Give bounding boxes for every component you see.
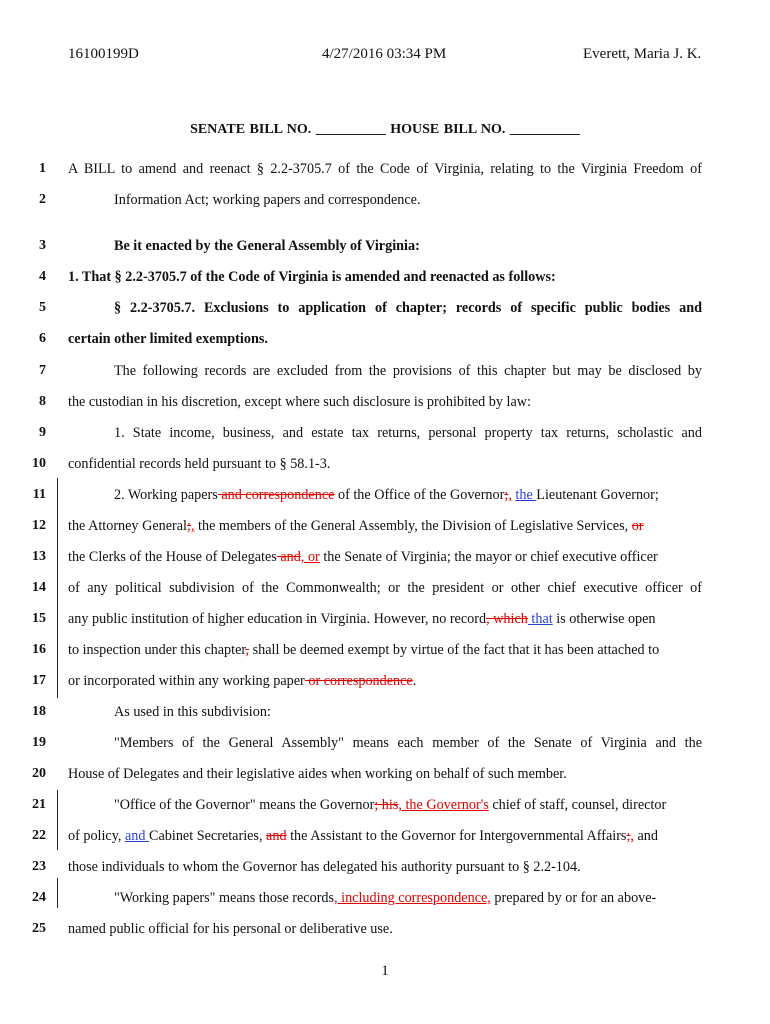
line-number: 20 — [32, 766, 46, 781]
inserted-text: the — [515, 487, 537, 503]
deleted-text: , which — [486, 611, 528, 627]
line-text: confidential records held pursuant to § 58.1-3. — [68, 456, 331, 472]
line-text: 2. Working papers and correspondence of the Office of the Governor;, the Lieutenant Governor; — [114, 487, 659, 503]
line-12 — [0, 516, 770, 538]
line-text: any public institution of higher education in Virginia. However, no record, which that is otherwise open — [68, 611, 656, 627]
line-text: The following records are excluded from the provisions of this chapter but may be disclosed by — [114, 363, 702, 379]
line-text: A BILL to amend and reenact § 2.2-3705.7 of the Code of Virginia, relating to the Virginia Freedom of — [68, 161, 702, 177]
line-24 — [0, 888, 770, 910]
section-heading: certain other limited exemptions. — [68, 331, 268, 347]
line-text: As used in this subdivision: — [114, 704, 271, 720]
line-number: 22 — [32, 828, 46, 843]
inserted-text: , including correspondence, — [334, 890, 491, 906]
line-22 — [0, 826, 770, 848]
line-20 — [0, 764, 770, 786]
inserted-text: , the Governor's — [398, 797, 489, 813]
line-15 — [0, 609, 770, 631]
line-number: 23 — [32, 859, 46, 874]
line-text: the custodian in his discretion, except where such disclosure is prohibited by law: — [68, 394, 531, 410]
line-text: those individuals to whom the Governor has delegated his authority pursuant to § 2.2-104. — [68, 859, 581, 875]
deleted-text: ; — [626, 828, 631, 844]
line-number: 5 — [39, 300, 46, 315]
line-text: 1. That § 2.2-3705.7 of the Code of Virginia is amended and reenacted as follows: — [68, 269, 556, 285]
line-7 — [0, 361, 770, 383]
doc-id: 16100199D — [68, 46, 139, 62]
line-25 — [0, 919, 770, 941]
inserted-text: , or — [300, 549, 320, 565]
line-number: 13 — [32, 549, 46, 564]
doc-datetime: 4/27/2016 03:34 PM — [322, 46, 447, 62]
line-number: 6 — [39, 331, 46, 346]
deleted-text: ; his — [374, 797, 399, 813]
line-text: Information Act; working papers and correspondence. — [114, 192, 421, 208]
line-18 — [0, 702, 770, 724]
line-8 — [0, 392, 770, 414]
deleted-text: , — [245, 642, 250, 658]
line-number: 18 — [32, 704, 46, 719]
line-9 — [0, 423, 770, 445]
inserted-text: that — [527, 611, 553, 627]
line-text: House of Delegates and their legislative aides when working on behalf of such member. — [68, 766, 567, 782]
line-2 — [0, 190, 770, 212]
deleted-text: or correspondence — [304, 673, 413, 689]
line-4 — [0, 267, 770, 289]
deleted-text: ; — [504, 487, 509, 503]
line-number: 15 — [32, 611, 46, 626]
line-3 — [0, 236, 770, 258]
line-6 — [0, 329, 770, 351]
line-16 — [0, 640, 770, 662]
line-number: 25 — [32, 921, 46, 936]
line-text: the Attorney General;, the members of the General Assembly, the Division of Legislative Services, or — [68, 518, 644, 534]
line-19 — [0, 733, 770, 755]
line-number: 11 — [32, 487, 46, 502]
line-number: 4 — [39, 269, 46, 284]
line-text: named public official for his personal or deliberative use. — [68, 921, 393, 937]
line-text: or incorporated within any working paper or correspondence. — [68, 673, 417, 689]
line-23 — [0, 857, 770, 879]
deleted-text: ; — [186, 518, 191, 534]
line-text: to inspection under this chapter, shall be deemed exempt by virtue of the fact that it has been attached to — [68, 642, 660, 658]
line-1 — [0, 159, 770, 181]
line-text: "Working papers" means those records, including correspondence, prepared by or for an above- — [114, 890, 657, 906]
doc-author: Everett, Maria J. K. — [583, 46, 702, 62]
line-number: 17 — [32, 673, 46, 688]
inserted-text: , — [190, 518, 195, 534]
inserted-text: and — [125, 828, 150, 844]
line-5 — [0, 298, 770, 320]
inserted-text: , — [508, 487, 512, 503]
deleted-text: and — [266, 828, 287, 844]
page-number: 1 — [381, 963, 389, 979]
deleted-text: or — [631, 518, 644, 534]
line-number: 1 — [39, 161, 46, 176]
line-text: of any political subdivision of the Commonwealth; or the president or other chief executive officer of — [68, 580, 702, 596]
line-11 — [0, 485, 770, 507]
line-number: 16 — [32, 642, 46, 657]
line-text: of policy, and Cabinet Secretaries, and the Assistant to the Governor for Intergovernmental Affairs;, and — [68, 828, 658, 844]
line-text: 1. State income, business, and estate tax returns, personal property tax returns, scholastic and — [114, 425, 702, 441]
inserted-text: , — [630, 828, 634, 844]
section-heading: § 2.2-3705.7. Exclusions to application of chapter; records of specific public bodies and — [114, 300, 702, 316]
line-number: 14 — [32, 580, 46, 595]
line-number: 9 — [39, 425, 46, 440]
bill-title: SENATE BILL NO. __________ HOUSE BILL NO. __________ — [190, 122, 580, 137]
deleted-text: and correspondence — [217, 487, 335, 503]
line-number: 3 — [39, 238, 46, 253]
line-number: 19 — [32, 735, 46, 750]
line-number: 10 — [32, 456, 46, 471]
line-number: 8 — [39, 394, 46, 409]
line-text: "Office of the Governor" means the Governor; his, the Governor's chief of staff, counsel, director — [114, 797, 667, 813]
line-number: 7 — [39, 363, 46, 378]
line-14 — [0, 578, 770, 600]
line-21 — [0, 795, 770, 817]
line-13 — [0, 547, 770, 569]
line-number: 12 — [32, 518, 46, 533]
line-17 — [0, 671, 770, 693]
line-text: the Clerks of the House of Delegates and, or the Senate of Virginia; the mayor or chief executive officer — [68, 549, 658, 565]
line-number: 2 — [39, 192, 46, 207]
line-number: 24 — [32, 890, 46, 905]
deleted-text: and — [276, 549, 301, 565]
line-number: 21 — [32, 797, 46, 812]
line-text: "Members of the General Assembly" means each member of the Senate of Virginia and the — [114, 735, 702, 751]
line-10 — [0, 454, 770, 476]
enacting-clause: Be it enacted by the General Assembly of Virginia: — [114, 238, 420, 254]
